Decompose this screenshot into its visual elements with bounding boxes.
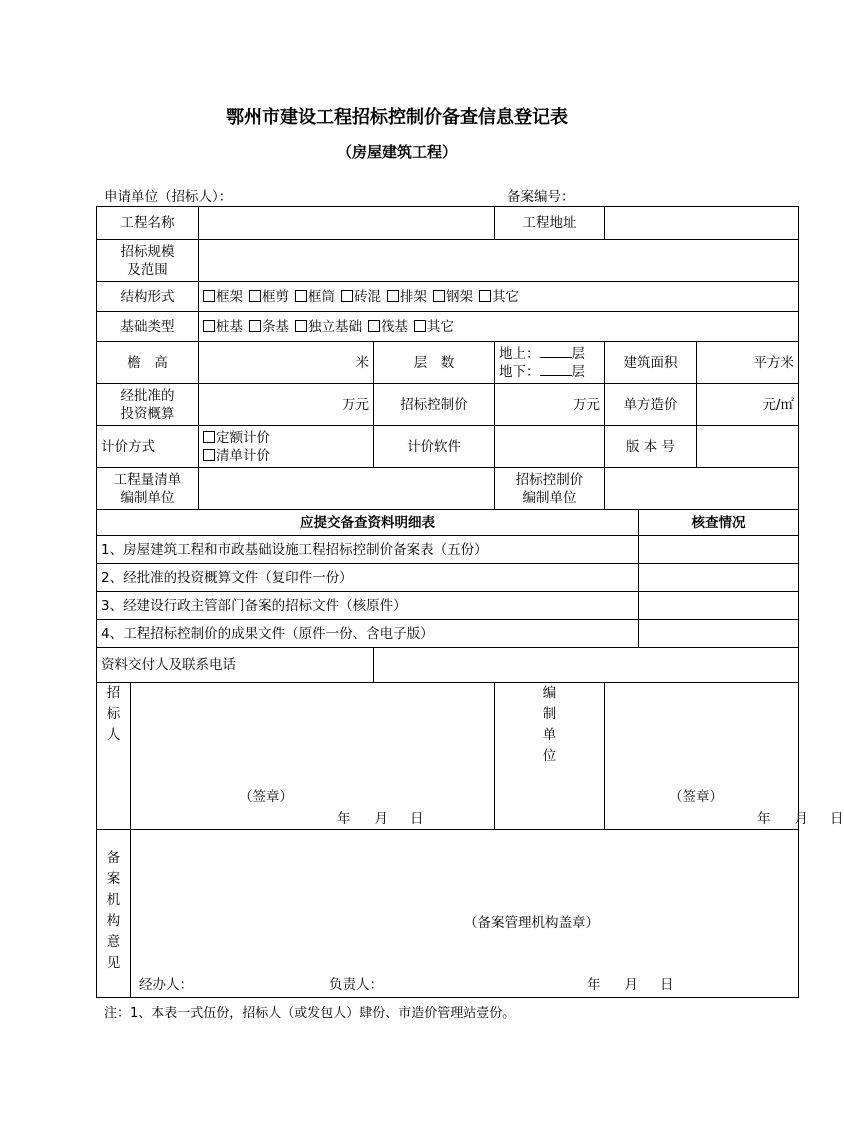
eave-height-field[interactable] (199, 342, 374, 384)
bill-compiler-label: 工程量清单 编制单位 (97, 468, 199, 510)
page-subtitle: （房屋建筑工程） (336, 143, 457, 161)
filing-date: 年 月 日 (587, 977, 674, 993)
record-number-label: 备案编号： (507, 189, 575, 205)
structure-type-options (199, 282, 799, 312)
control-price-compiler-field[interactable] (605, 468, 799, 510)
pricing-method-label: 计价方式 (97, 426, 199, 468)
checkbox-icon (414, 320, 426, 332)
foundation-type-options (199, 312, 799, 342)
registration-form-table (96, 206, 844, 998)
checkbox-icon (249, 290, 261, 302)
unit-cost-label: 单方造价 (605, 384, 697, 426)
filing-opinion-area[interactable] (131, 830, 799, 998)
checkbox-icon (368, 320, 380, 332)
checkbox-icon (433, 290, 445, 302)
compiler-label: 编 制 单 位 (495, 683, 605, 830)
structure-option-frame[interactable]: 框架 (203, 289, 243, 305)
checkbox-icon (203, 320, 215, 332)
material-check-field[interactable] (639, 620, 799, 648)
compiler-date: 年 月 日 (757, 811, 844, 827)
tender-scale-field[interactable] (199, 240, 799, 282)
checkbox-icon (387, 290, 399, 302)
structure-option-brick-concrete[interactable]: 砖混 (341, 289, 381, 305)
responsible-person-label: 负责人： (329, 977, 383, 993)
project-name-label: 工程名称 (97, 207, 199, 240)
structure-option-other[interactable]: 其它 (479, 289, 519, 305)
compiler-seal-label: （签章） (669, 789, 723, 805)
filing-opinion-label: 备 案 机 构 意 见 (97, 830, 131, 998)
checkbox-icon (203, 290, 215, 302)
materials-list-header: 应提交备查资料明细表 (97, 510, 639, 536)
floor-count-label: 层 数 (374, 342, 495, 384)
eave-height-label: 檐 高 (97, 342, 199, 384)
foundation-option-other[interactable]: 其它 (414, 319, 454, 335)
floor-count-field[interactable]: 地上： 层 地下： 层 (495, 342, 605, 384)
submitter-label: 资料交付人及联系电话 (97, 648, 374, 683)
pricing-option-quota[interactable]: 定额计价 (203, 429, 369, 447)
version-label: 版 本 号 (605, 426, 697, 468)
material-item: 3、经建设行政主管部门备案的招标文件（核原件） (97, 592, 639, 620)
checkbox-icon (295, 290, 307, 302)
tenderer-signature-area[interactable] (131, 683, 495, 830)
structure-type-label: 结构形式 (97, 282, 199, 312)
sqm-unit: 平方米 (753, 354, 794, 371)
page-title: 鄂州市建设工程招标控制价备查信息登记表 (226, 107, 568, 128)
bill-compiler-field[interactable] (199, 468, 495, 510)
foundation-option-raft[interactable]: 筏基 (368, 319, 408, 335)
material-check-field[interactable] (639, 592, 799, 620)
control-price-label: 招标控制价 (374, 384, 495, 426)
structure-option-frame-tube[interactable]: 框筒 (295, 289, 335, 305)
tenderer-seal-label: （签章） (239, 789, 293, 805)
checkbox-icon (341, 290, 353, 302)
applicant-label: 申请单位（招标人）： (104, 189, 233, 205)
building-area-label: 建筑面积 (605, 342, 697, 384)
foundation-type-label: 基础类型 (97, 312, 199, 342)
checkbox-icon (249, 320, 261, 332)
footnote: 注：1、本表一式伍份，招标人（或发包人）肆份、市造价管理站壹份。 (104, 1006, 516, 1021)
compiler-signature-area[interactable] (605, 683, 844, 830)
project-address-field[interactable] (605, 207, 799, 240)
tenderer-label: 招 标 人 (97, 683, 131, 830)
filing-seal-label: （备案管理机构盖章） (464, 915, 599, 931)
approved-budget-field[interactable]: 万元 (199, 384, 374, 426)
unit-cost-field[interactable]: 元/㎡ (697, 384, 799, 426)
approved-budget-label: 经批准的 投资概算 (97, 384, 199, 426)
control-price-field[interactable]: 万元 (495, 384, 605, 426)
control-price-compiler-label: 招标控制价 编制单位 (495, 468, 605, 510)
submitter-field[interactable] (374, 648, 799, 683)
building-area-field[interactable] (697, 342, 799, 384)
handler-label: 经办人： (139, 977, 193, 993)
checkbox-icon (479, 290, 491, 302)
checkbox-icon (203, 449, 215, 461)
material-item: 1、房屋建筑工程和市政基础设施工程招标控制价备案表（五份） (97, 536, 639, 564)
checkbox-icon (203, 431, 215, 443)
tenderer-date: 年 月 日 (337, 811, 424, 827)
structure-option-steel[interactable]: 钢架 (433, 289, 473, 305)
structure-option-bent[interactable]: 排架 (387, 289, 427, 305)
material-item: 2、经批准的投资概算文件（复印件一份） (97, 564, 639, 592)
pricing-software-field[interactable] (495, 426, 605, 468)
structure-option-frame-shear[interactable]: 框剪 (249, 289, 289, 305)
pricing-software-label: 计价软件 (374, 426, 495, 468)
material-check-field[interactable] (639, 564, 799, 592)
project-name-field[interactable] (199, 207, 495, 240)
pricing-method-options (199, 426, 374, 468)
foundation-option-strip[interactable]: 条基 (249, 319, 289, 335)
project-address-label: 工程地址 (495, 207, 605, 240)
version-field[interactable] (697, 426, 799, 468)
check-status-header: 核查情况 (639, 510, 799, 536)
material-check-field[interactable] (639, 536, 799, 564)
tender-scale-label: 招标规模 及范围 (97, 240, 199, 282)
foundation-option-pile[interactable]: 桩基 (203, 319, 243, 335)
pricing-option-bill[interactable]: 清单计价 (203, 447, 369, 465)
foundation-option-isolated[interactable]: 独立基础 (295, 319, 362, 335)
checkbox-icon (295, 320, 307, 332)
meter-unit: 米 (355, 354, 369, 371)
material-item: 4、工程招标控制价的成果文件（原件一份、含电子版） (97, 620, 639, 648)
